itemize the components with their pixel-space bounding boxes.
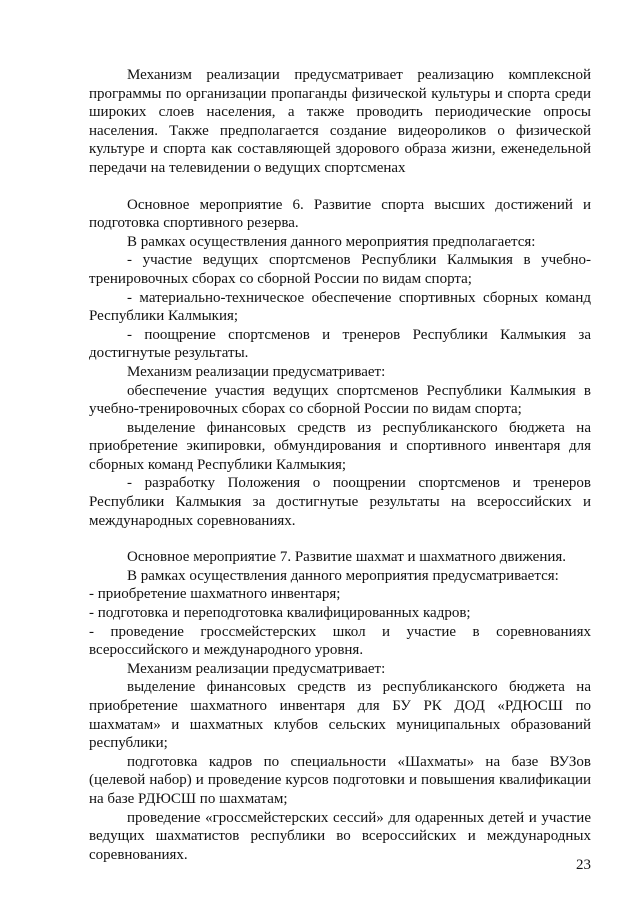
heading-activity-7: Основное мероприятие 7. Развитие шахмат и шахматного движения. <box>127 549 567 566</box>
paragraph-activity-6-intro: В рамках осуществления данного мероприятия предполагается: <box>127 233 536 250</box>
list-item-reward-regulation: - разработку Положения о поощрении спортсменов и тренеров Республики Калмыкия за достигнутые результаты на всероссийских и международных соревнованиях. <box>89 475 591 529</box>
heading-activity-6: Основное мероприятие 6. Развитие спорта высших достижений и подготовка спортивного резерва. <box>89 196 591 232</box>
list-item-chess-equipment: - приобретение шахматного инвентаря; <box>89 586 341 603</box>
list-item-grandmaster-sessions: проведение «гроссмейстерских сессий» для одаренных детей и участие ведущих шахматистов республики во всероссийских и международных соревнованиях. <box>89 809 591 863</box>
list-item-ensure-participation: обеспечение участия ведущих спортсменов Республики Калмыкия в учебно-тренировочных сборах со сборной России по видам спорта; <box>89 382 591 418</box>
list-item-rewards: - поощрение спортсменов и тренеров Республики Калмыкия за достигнутые результаты. <box>89 326 591 362</box>
paragraph-mechanism-propaganda: Механизм реализации предусматривает реализацию комплексной программы по организации пропаганды физической культуры и спорта среди широких слоев населения, а также проводить периодические опросы населения. Также предполагается создание видеороликов о физической культуре и спорта как составляющей здорового образа жизни, еженедельной передачи на телевидении о ведущих спортсменах <box>89 67 591 176</box>
list-item-athletes-training-camps: - участие ведущих спортсменов Республики Калмыкия в учебно-тренировочных сборах со сборной России по видам спорта; <box>89 252 591 287</box>
list-item-allocate-funds-equipment: выделение финансовых средств из республиканского бюджета на приобретение экипировки, обмундирования и спортивного инвентаря для сборных команд Республики Калмыкия; <box>89 419 591 473</box>
list-item-staff-training: - подготовка и переподготовка квалифицированных кадров; <box>89 605 471 622</box>
paragraph-mechanism-6: Механизм реализации предусматривает: <box>127 363 386 380</box>
list-item-chess-funds: выделение финансовых средств из республиканского бюджета на приобретение шахматного инвентаря для БУ РК ДОД «РДЮСШ по шахматам» и шахматных клубов сельских муниципальных образований республики; <box>89 679 591 752</box>
document-body <box>89 66 591 864</box>
list-item-chess-personnel: подготовка кадров по специальности «Шахматы» на базе ВУЗов (целевой набор) и проведение курсов подготовки и повышения квалификации на базе РДЮСШ по шахматам; <box>89 753 591 807</box>
list-item-material-support: - материально-техническое обеспечение спортивных сборных команд Республики Калмыкия; <box>89 289 591 325</box>
paragraph-mechanism-7: Механизм реализации предусматривает: <box>127 660 386 677</box>
list-item-grandmaster-schools: - проведение гроссмейстерских школ и участие в соревнованиях всероссийского и международного уровня. <box>89 623 591 659</box>
section-gap <box>89 178 591 196</box>
paragraph-activity-7-intro: В рамках осуществления данного мероприятия предусматривается: <box>127 567 559 584</box>
page-number: 23 <box>576 857 591 873</box>
section-gap <box>89 530 591 548</box>
